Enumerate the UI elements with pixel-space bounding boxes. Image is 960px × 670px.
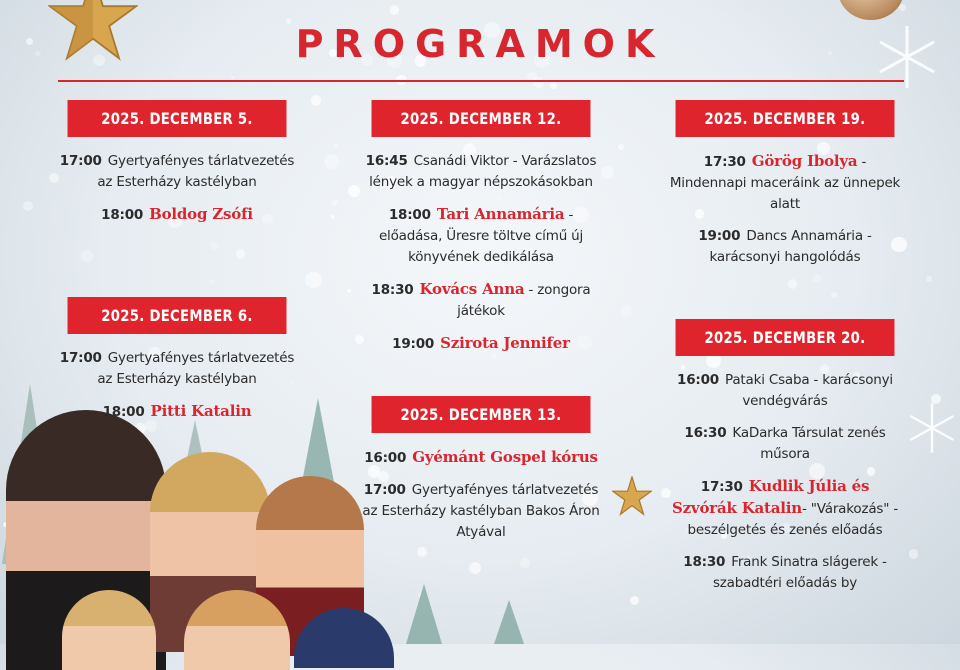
event-item [58,204,296,226]
event-time: 17:00 [59,350,102,366]
event-time: 16:30 [684,425,727,441]
snow-dot [899,4,906,11]
event-item [362,151,600,193]
event-time: 18:30 [371,282,414,298]
snow-dot [926,276,931,281]
snow-dot [520,558,529,567]
event-description: Pataki Csaba - karácsonyi vendégvárás [725,372,893,409]
program-column [58,100,296,434]
block-gap [362,366,600,396]
snow-dot [630,596,639,605]
block-gap [58,237,296,297]
snow-dot [231,76,234,79]
snowflake-icon [904,400,960,456]
snow-dot [909,549,918,558]
date-banner: 2025. DECEMBER 5. [68,100,287,137]
event-description: - "Várakozás" - beszélgetés és zenés előadás [687,501,899,538]
performer-name: Kovács Anna [419,280,525,298]
event-description: - zongora játékok [457,282,591,319]
event-description: Frank Sinatra slágerek - szabadtéri előadás by [712,554,887,591]
event-description: KaDarka Társulat zenés műsora [732,425,886,462]
gold-star-icon [612,476,652,516]
performer-name: Boldog Zsófi [149,205,253,223]
date-banner: 2025. DECEMBER 13. [372,396,591,433]
snow-dot [618,144,624,150]
performer-name: Gyémánt Gospel kórus [412,448,598,466]
event-time: 19:00 [698,228,741,244]
event-item [666,552,904,594]
snow-dot [348,185,360,197]
event-list [362,137,600,355]
block-gap [666,279,904,319]
event-list [666,137,904,268]
performer-name: Kudlik Júlia és Szvórák Katalin [671,477,870,517]
event-item [58,401,296,423]
snow-dot [550,82,557,89]
event-list [58,137,296,226]
event-time: 17:00 [363,482,406,498]
date-banner: 2025. DECEMBER 6. [68,297,287,334]
event-description: - Mindennapi maceráink az ünnepek alatt [669,154,901,212]
event-time: 19:00 [392,336,435,352]
date-banner: 2025. DECEMBER 12. [372,100,591,137]
event-item [666,423,904,465]
event-item [362,279,600,322]
program-column [666,100,904,605]
christmas-tree-icon [492,600,526,644]
event-time: 18:00 [388,207,431,223]
snow-dot [601,166,614,179]
event-item [362,447,600,469]
performer-name: Pitti Katalin [150,402,252,420]
snow-dot [311,95,322,106]
event-description: Gyertyafényes tárlatvezetés az Esterházy kastélyban [97,153,295,190]
event-time: 16:00 [677,372,720,388]
page-title: PROGRAMOK [295,22,665,66]
program-column [362,100,600,554]
event-list [666,356,904,594]
performer-name: Görög Ibolya [751,152,858,170]
performer-name: Szirota Jennifer [440,334,570,352]
event-description: - előadása, Üresre töltve című új könyvének dedikálása [378,207,584,265]
event-item [58,348,296,390]
event-time: 16:45 [365,153,408,169]
event-item [362,333,600,355]
performer-name: Tari Annamária [436,205,565,223]
snow-dot [390,5,400,15]
event-description: Gyertyafényes tárlatvezetés az Esterházy kastélyban Bakos Áron Atyával [362,482,600,540]
event-time: 18:00 [101,207,144,223]
event-item [666,370,904,412]
snow-dot [305,272,321,288]
snow-dot [23,201,34,212]
event-time: 17:30 [703,154,746,170]
event-list [58,334,296,423]
event-item [58,151,296,193]
title-divider [58,80,904,82]
snow-dot [621,305,632,316]
event-time: 18:00 [102,404,145,420]
event-description: Gyertyafényes tárlatvezetés az Esterházy kastélyban [97,350,295,387]
event-list [362,433,600,543]
snow-dot [324,154,339,169]
snow-dot [533,77,544,88]
date-banner: 2025. DECEMBER 20. [676,319,895,356]
event-time: 17:00 [59,153,102,169]
event-description: Csanádi Viktor - Varázslatos lények a magyar népszokásokban [369,153,597,190]
christmas-tree-icon [404,584,444,644]
event-item [666,151,904,215]
date-banner: 2025. DECEMBER 19. [676,100,895,137]
snow-dot [469,562,481,574]
snow-dot [347,289,351,293]
event-time: 18:30 [683,554,726,570]
event-time: 17:30 [700,479,743,495]
snow-dot [334,143,338,147]
snow-dot [332,199,339,206]
event-item [666,226,904,268]
event-description: Dancs Annamária - karácsonyi hangolódás [709,228,872,265]
event-item [666,476,904,541]
event-time: 16:00 [364,450,407,466]
event-item [362,204,600,268]
ornament-icon [838,0,904,20]
snow-dot [331,215,335,219]
event-item [362,480,600,543]
